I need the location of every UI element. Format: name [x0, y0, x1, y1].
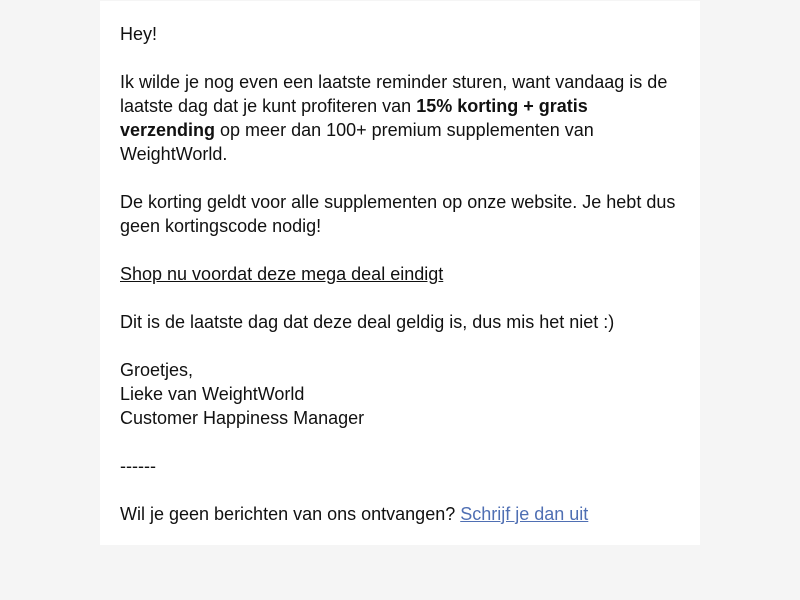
email-body	[100, 1, 700, 545]
discount-highlight: 15% korting + gratis verzending	[120, 96, 588, 140]
sender-name: Lieke van WeightWorld	[120, 384, 305, 404]
signature-block	[120, 358, 680, 430]
sender-title: Customer Happiness Manager	[120, 408, 365, 428]
signoff-text: Groetjes,	[120, 360, 194, 380]
greeting-text: Hey!	[120, 24, 158, 44]
shop-now-link[interactable]	[120, 264, 443, 284]
divider-text: ------	[120, 456, 156, 476]
unsubscribe-paragraph	[120, 502, 680, 526]
discount-info-paragraph: De korting geldt voor alle supplementen op onze website. Je hebt dus geen kortingscode nodig!	[120, 192, 676, 236]
shop-link-label: Shop nu voordat deze mega deal eindigt	[120, 264, 444, 284]
intro-text-suffix: op meer dan 100+ premium supplementen van WeightWorld.	[120, 120, 594, 164]
intro-text-prefix: Ik wilde je nog even een laatste reminder sturen, want vandaag is de laatste dag dat je kunt profiteren van	[120, 72, 668, 116]
unsubscribe-prefix: Wil je geen berichten van ons ontvangen?	[120, 504, 461, 524]
intro-paragraph	[120, 70, 680, 166]
unsubscribe-link[interactable]: Schrijf je dan uit	[460, 504, 589, 524]
shop-link-paragraph	[120, 262, 680, 286]
last-day-paragraph: Dit is de laatste dag dat deze deal geldig is, dus mis het niet :)	[120, 312, 615, 332]
